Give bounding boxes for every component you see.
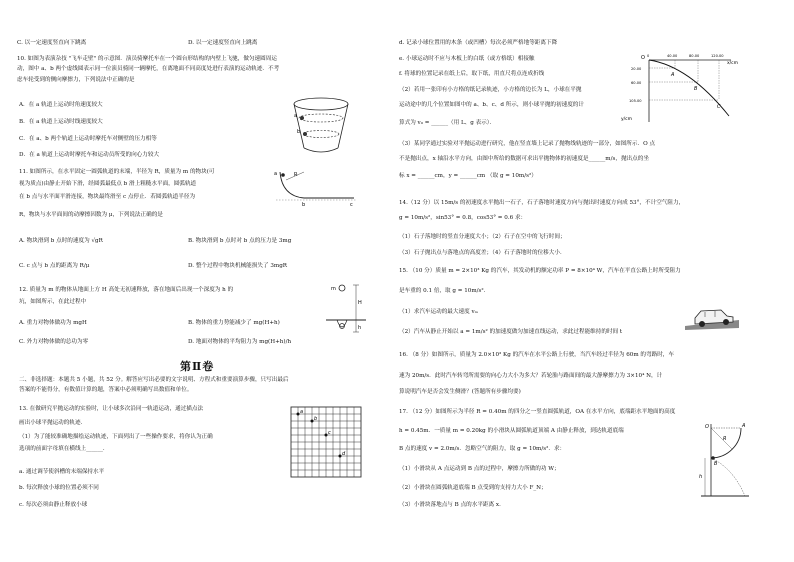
q13-option-b: b. 每次释放小球的位置必须不同 bbox=[19, 485, 99, 491]
q10-option: C．在 a、b 两个轨道上运动时摩托车对侧壁的压力相等 bbox=[19, 136, 157, 142]
traj-x-axis-label: x/cm bbox=[727, 61, 739, 66]
q12-line: 坑，如图所示，在此过程中 bbox=[19, 299, 87, 305]
q11-track-figure bbox=[272, 166, 358, 208]
q12-line: 12. 质量为 m 的物体从地面上方 H 高处无初速释放，落在地面后出现一个深度为 h 的 bbox=[19, 287, 234, 293]
q11-label-c: c bbox=[350, 202, 353, 208]
q9-option-c: C. 以一定速度竖直向下跳离 bbox=[17, 40, 87, 46]
q11-line: 在 b 点与水平面平滑连接，物块最终滑至 c 点停止．若圆弧轨道半径为 bbox=[19, 194, 196, 200]
arc-label-b: B bbox=[714, 461, 718, 467]
grid-label-a: a bbox=[300, 409, 304, 415]
q15-line: （1）求汽车运动的最大速度 vₘ bbox=[399, 309, 479, 315]
q14-line: （3）石子抛出点与落地点的高度差；（4）石子落地时的位移大小． bbox=[399, 250, 566, 256]
grid-label-c: c bbox=[328, 430, 331, 436]
q16-line: 算说明汽车是否会发生侧滑？(答题所有步骤均要) bbox=[399, 389, 521, 395]
arc-label-a: A bbox=[742, 423, 746, 429]
q15-line: 是车重的 0.1 倍，取 g = 10m/s²． bbox=[399, 288, 490, 294]
q13-grid-figure bbox=[290, 406, 362, 478]
q13-part2-formula: 算式为 v₀ = ______（用 L、g 表示）． bbox=[399, 120, 496, 126]
q13-option-f: f. 将球的位置记录在纸上后，取下纸，用直尺将点连成折线 bbox=[399, 71, 545, 77]
section2-instructions: 二、非选择题：本题共 5 小题，共 52 分。解答应写出必要的文字说明、方程式和重要演算步骤，只写出最后 bbox=[19, 377, 289, 383]
q11-label-a: a bbox=[274, 171, 278, 177]
q11-line: 11. 如图所示，在水平固定一圆弧轨道的末端，半径为 R，质量为 m 的物块(可 bbox=[19, 169, 215, 175]
q17-line: h = 0.45m．一质量 m = 0.20kg 的小滑块从圆弧轨道顶端 A 由静止释放，到达轨道底端 bbox=[399, 428, 624, 434]
q13-line: 选项的前面字母填在横线上______． bbox=[19, 446, 109, 452]
grid-label-d: d bbox=[342, 451, 346, 457]
q13-part2: 运动途中的几个位置如图中的 a、b、c、d 所示，则小球平抛的初速度的计 bbox=[399, 102, 584, 108]
q13-option-c: c. 每次必须由静止释放小球 bbox=[19, 502, 88, 508]
q11-label-r: R bbox=[294, 172, 298, 178]
q10-line: 动，图中 a、b 两个虚线圆表示同一位演员骑同一辆摩托，在离地面不同高度处进行表演的运动轨迹．不考 bbox=[17, 66, 280, 72]
q16-line: 速为 20m/s．此时汽车转弯所需要的向心力大小为多大？若轮胎与路面间的最大静摩擦力为 3×10⁴ N，计 bbox=[399, 373, 663, 379]
traj-origin: O bbox=[641, 55, 645, 61]
traj-point-a: A bbox=[671, 72, 675, 78]
q17-line: 17. （12 分）如图所示为半径 R = 0.40m 的四分之一竖直圆弧轨道，OA 在水平方向，底端距水平地面的高度 bbox=[399, 409, 676, 415]
q17-line: （2）小滑块在圆弧轨道底端 B 点受到的支持力大小 F_N； bbox=[399, 485, 547, 491]
traj-point-b: B bbox=[694, 86, 698, 92]
q12-option-a: A. 重力对物体做功为 mgH bbox=[19, 320, 87, 326]
traj-y-axis-label: y/cm bbox=[621, 117, 633, 122]
traj-x-tick: 80.00 bbox=[689, 54, 700, 58]
q10-cone-figure bbox=[290, 96, 352, 156]
grid-label-b: b bbox=[314, 416, 318, 422]
q13-option-d: d. 记录小球位置用的木条（或凹槽）每次必须严格地等距离下降 bbox=[399, 40, 558, 46]
q13-option-e: e. 小球运动时不应与木板上的白纸（或方格纸）相接触 bbox=[399, 56, 535, 62]
q11-option-c: C. c 点与 b 点的距离为 R/μ bbox=[19, 263, 90, 269]
q15-line: （2）汽车从静止开始以 a = 1m/s² 的加速度做匀加速直线运动，求此过程能维持的时间 t bbox=[399, 329, 623, 335]
q9-option-d: D. 以一定速度竖直向上跳离 bbox=[188, 40, 258, 46]
q13-part3: （3）某同学通过实验对平抛运动进行研究，他在竖直墙上记录了抛物线轨迹的一部分，如图所示．O 点 bbox=[399, 141, 656, 147]
q13-trajectory-figure bbox=[619, 52, 743, 126]
q14-line: g = 10m/s²，sin53° = 0.8，cos53° = 0.6 求： bbox=[399, 215, 527, 221]
q13-part2: （2）若用一张印有小方格的纸记录轨迹，小方格的边长为 L，小球在平抛 bbox=[399, 87, 582, 93]
right-column bbox=[397, 0, 794, 562]
traj-x-tick: 0 bbox=[647, 54, 650, 58]
traj-x-tick: 120.00 bbox=[711, 54, 724, 58]
traj-y-tick: 20.00 bbox=[631, 67, 642, 71]
arc-label-h: h bbox=[699, 474, 703, 480]
q12-label-h: h bbox=[358, 325, 362, 331]
q10-option: D．在 a 轨道上运动时摩托车和运动员所受的向心力较大 bbox=[19, 152, 160, 158]
q13-line: 画出小球平抛运动的轨迹． bbox=[19, 420, 87, 426]
q11-line: R，物块与水平面间的动摩擦因数为 μ，下列说法正确的是 bbox=[19, 212, 163, 218]
q11-option-a: A. 物块滑到 b 点时的速度为 √gR bbox=[19, 238, 103, 244]
arc-label-o: O bbox=[705, 424, 709, 430]
traj-y-tick: 105.00 bbox=[629, 99, 642, 103]
q17-line: B 点的速度 v = 2.0m/s．忽略空气的阻力，取 g = 10m/s²．求： bbox=[399, 446, 566, 452]
q13-part3: 标 x = ______cm，y = ______cm （取 g = 10m/s²） bbox=[399, 173, 537, 179]
q15-line: 15. （10 分）质量 m = 2×10³ Kg 的汽车，其发动机的额定功率 P = 8×10⁴ W，汽车在平直公路上时所受阻力 bbox=[399, 268, 681, 274]
q13-part3: 不是抛出点，x 轴沿水平方向，由图中所给的数据可求出平抛物体的初速度是______m/s，抛出点的坐 bbox=[399, 156, 649, 162]
q11-option-b: B. 物块滑到 b 点时对 b 点的压力是 3mg bbox=[188, 238, 292, 244]
q10-line: 10. 如图为表演杂技 "飞车走壁" 的示意图．演员骑摩托车在一个圆台形结构的内壁上飞驰，做匀速圆周运 bbox=[17, 56, 277, 62]
q13-option-a: a. 通过调节使斜槽的末端保持水平 bbox=[19, 469, 105, 475]
part-two-title: 第Ⅱ卷 bbox=[180, 360, 215, 373]
q10-line: 虑车轮受到的侧向摩擦力，下列说法中正确的是 bbox=[17, 77, 135, 83]
q12-label-m: m bbox=[331, 286, 336, 292]
q13-line: （1）为了能较准确地描绘运动轨迹，下面列出了一些操作要求，将你认为正确 bbox=[19, 434, 213, 440]
section2-instructions: 答案的不能得分，有数值计算的题，答案中必须明确写出数值和单位。 bbox=[19, 387, 193, 393]
q12-option-b: B. 物体的重力势能减少了 mg(H+h) bbox=[188, 320, 280, 326]
q11-option-d: D. 整个过程中物块机械能损失了 3mgR bbox=[188, 263, 287, 269]
q16-line: 16. （8 分）如图所示，质量为 2.0×10³ Kg 的汽车在水平公路上行驶，当汽车经过半径为 60m 的弯路时，车 bbox=[399, 352, 674, 358]
q10-label-a: a bbox=[294, 113, 298, 119]
traj-x-tick: 40.00 bbox=[667, 54, 678, 58]
q12-label-H: H bbox=[358, 300, 362, 306]
q17-line: （1）小滑块从 A 点运动到 B 点的过程中，摩擦力所做的功 W； bbox=[399, 466, 560, 472]
q10-label-b: b bbox=[297, 129, 301, 135]
arc-label-r: R bbox=[723, 436, 727, 442]
q11-line: 视为质点)由静止开始下滑，经圆弧最低点 b 滑上粗糙水平面，圆弧轨道 bbox=[19, 181, 197, 187]
q17-arc-figure bbox=[697, 420, 751, 500]
q10-option: A．在 a 轨道上运动时角速度较大 bbox=[19, 102, 103, 108]
q12-drop-figure bbox=[322, 282, 370, 338]
q11-label-b: b bbox=[302, 202, 306, 208]
q14-line: 14.（12 分）以 15m/s 的初速度水平抛出一石子，石子落地时速度方向与抛出时速度方向成 53°，不计空气阻力， bbox=[399, 200, 685, 206]
q15-car-figure bbox=[683, 304, 741, 330]
traj-y-tick: 60.00 bbox=[631, 81, 642, 85]
q12-option-d: D. 地面对物体的平均阻力为 mg(H+h)/h bbox=[188, 339, 292, 345]
traj-point-c: C bbox=[717, 104, 721, 110]
q12-option-c: C. 外力对物体做的总功为零 bbox=[19, 339, 89, 345]
q14-line: （1）石子落地时的竖直分速度大小；（2）石子在空中的飞行时间； bbox=[399, 234, 566, 240]
q17-line: （3）小滑块落地点与 B 点的水平距离 x． bbox=[399, 502, 505, 508]
q13-line: 13. 在做研究平抛运动的实验时，让小球多次沿同一轨道运动，通过描点法 bbox=[19, 406, 204, 412]
q10-option: B．在 a 轨道上运动时线速度较大 bbox=[19, 119, 103, 125]
